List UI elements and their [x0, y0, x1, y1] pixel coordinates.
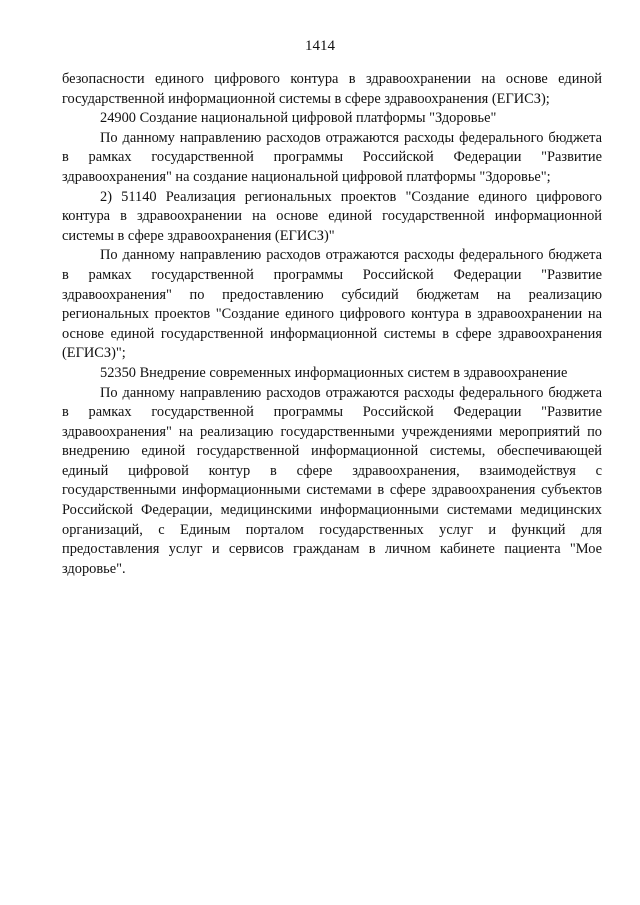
- heading-52350: 52350 Внедрение современных информационных систем в здравоохранение: [100, 364, 568, 381]
- page-number: 1414: [305, 38, 335, 54]
- paragraph-52350-description: По данному направлению расходов отражаются расходы федерального бюджета в рамках государственной программы Российской Федерации "Развитие здравоохранения" на реализацию государственными учреждениями мероприятий по внедрению единой государственной информационной системы, обеспечивающей единый цифровой контур в сфере здравоохранения, взаимодействуя с государственными информационными системами в сфере здравоохранения субъектов Российской Федерации, медицинскими информационными системами медицинских организаций, с Единым порталом государственных услуг и функций для предоставления услуг и сервисов гражданам в личном кабинете пациента "Мое здоровье".: [62, 384, 602, 577]
- heading-51140: 2) 51140 Реализация региональных проектов "Создание единого цифрового контура в здравоохранении на основе единой государственной информационной системы в сфере здравоохранения (ЕГИСЗ)": [62, 188, 602, 244]
- document-body: [62, 70, 602, 579]
- heading-24900: 24900 Создание национальной цифровой платформы "Здоровье": [100, 110, 497, 127]
- paragraph-continuation: безопасности единого цифрового контура в здравоохранении на основе единой государственной информационной системы в сфере здравоохранения (ЕГИСЗ);: [62, 71, 602, 107]
- paragraph-51140-description: По данному направлению расходов отражаются расходы федерального бюджета в рамках государственной программы Российской Федерации "Развитие здравоохранения" по предоставлению субсидий бюджетам на реализацию региональных проектов "Создание единого цифрового контура в здравоохранении на основе единой государственной информационной системы в сфере здравоохранения (ЕГИСЗ)";: [62, 247, 602, 362]
- paragraph-24900-description: По данному направлению расходов отражаются расходы федерального бюджета в рамках государственной программы Российской Федерации "Развитие здравоохранения" на создание национальной цифровой платформы "Здоровье";: [62, 129, 602, 185]
